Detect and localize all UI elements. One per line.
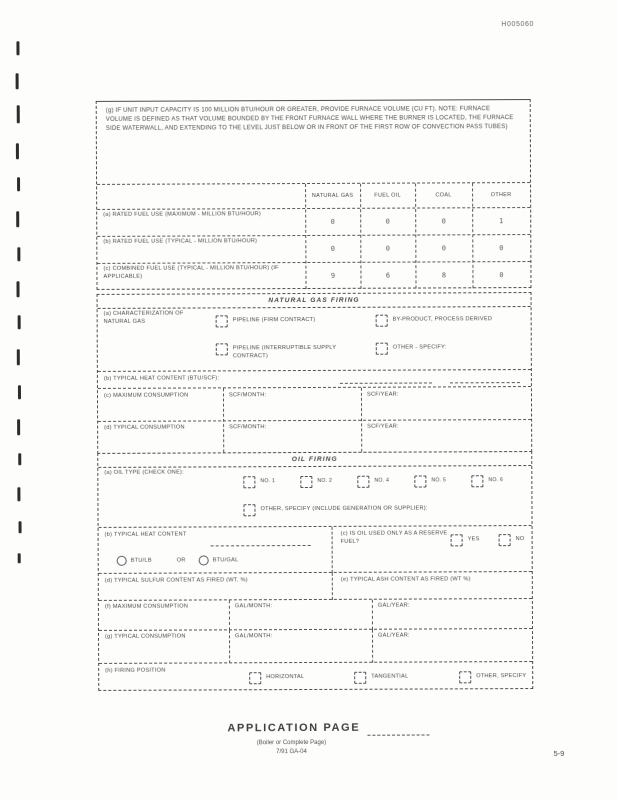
- checkbox-icon[interactable]: [216, 343, 228, 355]
- oil-type-no1[interactable]: [243, 476, 275, 488]
- firing-position-row: [99, 661, 532, 690]
- furnace-volume-note: (g) IF UNIT INPUT CAPACITY IS 100 MILLION BTU/HOUR OR GREATER, PROVIDE FURNACE VOLUME (CU FT). NOTE: FURNACE VOLUME IS DEFINED AS THAT VOLUME BOUNDED BY THE FRONT FURNACE WALL WHERE THE BURNER IS LOCATED, THE FURNACE SIDE WATERWALL, AND EXTENDING TO THE LEVEL JUST BELOW OR IN FRONT OF THE FIRST ROW OF CONVECTION PASS TUBES): [105, 106, 514, 133]
- checkbox-icon[interactable]: [471, 475, 483, 487]
- gas-consumption-table: [98, 386, 531, 453]
- firing-tangential[interactable]: [354, 672, 408, 684]
- binding-mark: [17, 105, 20, 123]
- section-title: NATURAL GAS FIRING: [98, 293, 531, 309]
- oil-firing-section: [97, 451, 533, 691]
- gas-characterization-row: [98, 306, 531, 371]
- checkbox-icon[interactable]: [249, 672, 261, 684]
- checkbox-icon[interactable]: [499, 534, 511, 546]
- binding-mark: [16, 73, 19, 89]
- table-line: [229, 630, 230, 663]
- firing-other[interactable]: [459, 671, 526, 683]
- option-label: NO: [515, 536, 525, 543]
- fuel-use-table: [97, 182, 530, 290]
- checkbox-icon[interactable]: [354, 672, 366, 684]
- radio-icon[interactable]: [117, 556, 127, 566]
- option-label: BTU/GAL: [212, 557, 239, 564]
- gas-option-other[interactable]: [376, 342, 526, 355]
- oil-type-label: (a) OIL TYPE (CHECK ONE):: [104, 469, 184, 476]
- oil-type-no5[interactable]: [414, 475, 446, 487]
- fuel-use-section: [96, 99, 532, 290]
- oil-ash-label: (e) TYPICAL ASH CONTENT AS FIRED (WT %): [340, 576, 471, 583]
- gas-option-pipeline-interruptible[interactable]: [216, 343, 366, 361]
- gas-max-scf-month-label: SCF/MONTH:: [228, 392, 267, 399]
- table-line: [229, 600, 230, 630]
- oil-heat-unit-btu-lb[interactable]: [117, 556, 152, 566]
- oil-max-gal-year-label: GAL/YEAR:: [377, 602, 410, 609]
- natural-gas-firing-section: [97, 292, 533, 454]
- firing-position-label: (h) FIRING POSITION: [105, 667, 166, 674]
- binding-mark: [18, 385, 21, 399]
- oil-heat-content-label: (b) TYPICAL HEAT CONTENT: [104, 531, 187, 538]
- option-label: NO. 5: [431, 477, 447, 484]
- option-label: PIPELINE (INTERRUPTIBLE SUPPLY CONTRACT): [232, 344, 337, 359]
- table-line: [332, 573, 333, 600]
- table-cell[interactable]: 0: [441, 216, 446, 225]
- gas-typical-consumption-label: (d) TYPICAL CONSUMPTION: [104, 424, 185, 431]
- option-label: OTHER, SPECIFY (INCLUDE GENERATION OR SUPPLIER):: [260, 505, 428, 513]
- table-cell[interactable]: 9: [330, 271, 336, 280]
- table-line: [372, 630, 373, 663]
- table-line: [98, 419, 531, 422]
- table-cell[interactable]: 0: [441, 243, 446, 252]
- binding-mark: [16, 211, 19, 227]
- or-label: OR: [176, 557, 186, 564]
- option-label: TANGENTIAL: [371, 673, 409, 680]
- checkbox-icon[interactable]: [357, 476, 369, 488]
- gas-typical-scf-month-label: SCF/MONTH:: [229, 424, 267, 431]
- gas-characterization-label: (a) CHARACTERIZATION OF NATURAL GAS: [103, 310, 184, 325]
- checkbox-icon[interactable]: [376, 315, 388, 327]
- option-label: HORIZONTAL: [266, 674, 305, 681]
- binding-mark: [17, 487, 20, 501]
- gas-heat-content-blank[interactable]: [450, 374, 520, 383]
- checkbox-icon[interactable]: [451, 534, 463, 546]
- oil-heat-reserve-row: [99, 525, 532, 574]
- binding-mark: [18, 453, 21, 465]
- table-cell[interactable]: 6: [385, 271, 391, 280]
- gas-option-pipeline-firm[interactable]: [216, 315, 366, 328]
- oil-type-no6[interactable]: [471, 475, 503, 487]
- binding-mark: [17, 349, 20, 365]
- column-header-fuel-oil: FUEL OIL: [374, 192, 401, 199]
- oil-type-no2[interactable]: [300, 476, 332, 488]
- row-label-rated-max: (a) RATED FUEL USE (MAXIMUM - MILLION BTU/HOUR): [103, 211, 262, 218]
- oil-typical-consumption-label: (g) TYPICAL CONSUMPTION: [105, 633, 186, 640]
- binding-mark: [17, 177, 20, 191]
- gas-heat-content-blank[interactable]: [340, 374, 432, 383]
- section-title: OIL FIRING: [98, 452, 531, 468]
- row-label-rated-typical: (b) RATED FUEL USE (TYPICAL - MILLION BTU/HOUR): [103, 238, 258, 245]
- oil-sulfur-ash-row: [99, 571, 532, 601]
- table-cell[interactable]: 0: [385, 217, 390, 226]
- oil-heat-unit-btu-gal[interactable]: [199, 555, 239, 565]
- oil-heat-content-blank[interactable]: [211, 537, 311, 546]
- binding-mark: [17, 419, 20, 435]
- oil-typical-gal-year-label: GAL/YEAR:: [378, 632, 410, 639]
- table-cell[interactable]: 0: [330, 244, 335, 253]
- gas-max-consumption-label: (c) MAXIMUM CONSUMPTION: [103, 392, 189, 399]
- gas-max-scf-year-label: SCF/YEAR:: [366, 391, 399, 398]
- radio-icon[interactable]: [199, 555, 209, 565]
- oil-typical-consumption-row: [99, 628, 532, 664]
- option-label: BY-PRODUCT, PROCESS DERIVED: [392, 316, 493, 323]
- reserve-fuel-no[interactable]: [499, 534, 525, 546]
- checkbox-icon[interactable]: [243, 504, 255, 516]
- column-header-natural-gas: NATURAL GAS: [311, 192, 354, 199]
- footer-subtitle: (Boiler or Complete Page): [256, 739, 327, 747]
- table-cell[interactable]: 0: [385, 244, 390, 253]
- page-number: 5-9: [553, 748, 565, 758]
- oil-typical-gal-month-label: GAL/MONTH:: [235, 633, 273, 640]
- option-label: BTU/LB: [130, 557, 152, 564]
- table-cell[interactable]: 0: [330, 217, 335, 226]
- checkbox-icon[interactable]: [216, 315, 228, 327]
- oil-max-consumption-label: (f) MAXIMUM CONSUMPTION: [104, 603, 189, 610]
- table-cell[interactable]: 0: [499, 270, 504, 279]
- oil-max-gal-month-label: GAL/MONTH:: [234, 603, 273, 610]
- option-label: PIPELINE (FIRM CONTRACT): [232, 316, 316, 324]
- oil-reserve-fuel-label: (c) IS OIL USED ONLY AS A RESERVE FUEL?: [340, 530, 448, 545]
- binding-mark: [17, 247, 20, 261]
- option-label: OTHER, SPECIFY: [476, 673, 527, 680]
- footer-title: APPLICATION PAGE: [227, 721, 361, 735]
- reserve-fuel-yes[interactable]: [451, 534, 480, 546]
- table-line: [372, 600, 373, 630]
- column-header-coal: COAL: [435, 192, 452, 199]
- option-label: NO. 2: [317, 477, 333, 484]
- table-cell[interactable]: 8: [441, 270, 447, 279]
- option-label: NO. 1: [260, 478, 276, 485]
- binding-mark: [16, 281, 19, 297]
- checkbox-icon[interactable]: [243, 476, 255, 488]
- document-id-stamp: H005060: [501, 21, 535, 29]
- footer-page-blank[interactable]: [367, 734, 429, 735]
- row-label-combined-typical: (c) COMBINED FUEL USE (TYPICAL - MILLION BTU/HOUR) (IF APPLICABLE): [103, 265, 279, 280]
- column-header-other: OTHER: [490, 192, 512, 199]
- table-cell[interactable]: 1: [499, 216, 504, 225]
- checkbox-icon[interactable]: [300, 476, 312, 488]
- firing-horizontal[interactable]: [249, 672, 304, 684]
- oil-type-no4[interactable]: [357, 476, 389, 488]
- oil-sulfur-label: (d) TYPICAL SULFUR CONTENT AS FIRED (WT. %): [104, 577, 248, 584]
- binding-mark: [19, 521, 22, 533]
- binding-mark: [16, 143, 19, 159]
- checkbox-icon[interactable]: [376, 343, 388, 355]
- option-label: NO. 4: [374, 477, 390, 484]
- footer-form-code: 7/91 GA-04: [276, 749, 307, 756]
- oil-type-row: [98, 465, 531, 527]
- table-line: [332, 527, 333, 573]
- option-label: YES: [467, 536, 480, 543]
- binding-mark: [18, 553, 21, 563]
- oil-max-consumption-row: [99, 598, 532, 631]
- table-cell[interactable]: 0: [499, 243, 504, 252]
- checkbox-icon[interactable]: [414, 475, 426, 487]
- binding-mark: [16, 41, 19, 55]
- option-label: NO. 6: [488, 477, 504, 484]
- gas-heat-content-label: (b) TYPICAL HEAT CONTENT (BTU/SCF):: [103, 375, 220, 382]
- oil-type-other[interactable]: [243, 503, 513, 516]
- binding-mark: [18, 315, 21, 329]
- option-label: OTHER - SPECIFY:: [392, 344, 447, 351]
- checkbox-icon[interactable]: [459, 671, 471, 683]
- gas-option-byproduct[interactable]: [376, 314, 526, 327]
- gas-typical-scf-year-label: SCF/YEAR:: [367, 423, 399, 430]
